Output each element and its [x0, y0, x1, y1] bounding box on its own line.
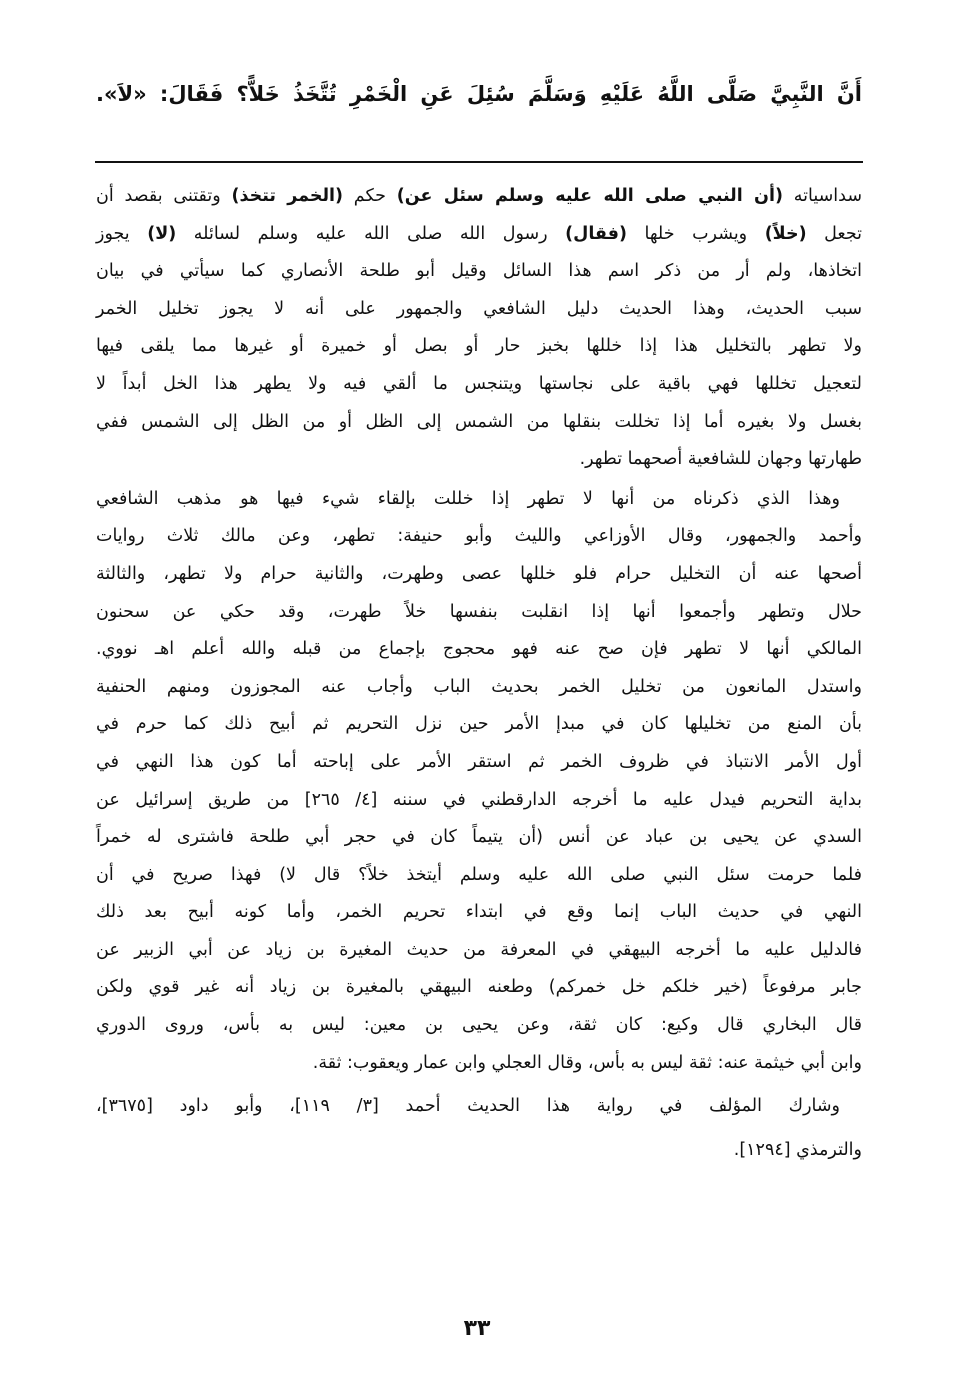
text-line: [96, 1007, 862, 1045]
text-line: [96, 744, 862, 782]
text-line: [96, 819, 862, 857]
text-segment: فلما حرمت سئل النبي صلى الله عليه وسلم أيتخذ خلاً؟ قال لا) فهذا صريح في أن: [96, 864, 862, 885]
text-segment: يجوز: [96, 223, 148, 244]
text-line: [96, 857, 862, 895]
text-line: [96, 969, 862, 1007]
bold-quote: (خلاً): [764, 223, 807, 244]
bold-quote: (لا): [147, 223, 177, 244]
text-line: [96, 178, 862, 216]
text-segment: تجعل: [806, 223, 862, 244]
text-line: [96, 253, 862, 291]
text-line: [96, 594, 862, 632]
text-line: [96, 556, 862, 594]
text-line: [96, 932, 862, 970]
text-line: [96, 291, 862, 329]
text-segment: المالكي أنها لا تطهر فإن صح عنه فهو محجوج بإجماع من قبله والله أعلم اهـ نووي.: [96, 639, 862, 660]
text-line: [96, 1088, 862, 1126]
bold-quote: (الخمر تتخذ): [231, 186, 344, 206]
separator-rule: [95, 161, 863, 163]
text-segment: بغسل ولا بغيره أما إذا تخللت بنقلها من الشمس إلى الظل أو من الظل إلى الشمس ففي: [96, 411, 862, 432]
text-line: [96, 481, 862, 519]
text-segment: فالدليل عليه ما أخرجه البيهقي في المعرفة من حديث المغيرة بن زياد عن أبي الزبير عن: [96, 939, 862, 960]
text-line: [96, 441, 862, 479]
hadith-text: أَنَّ النَّبِيَّ صَلَّى اللَّهُ عَلَيْهِ وَسَلَّمَ سُئِلَ عَنِ الْخَمْرِ تُتَّخَذُ خَلاًّ؟ فَقَالَ: «لاَ».: [96, 82, 862, 106]
text-line: [96, 328, 862, 366]
text-segment: والترمذي [١٢٩٤].: [733, 1139, 862, 1160]
text-segment: النهي في حديث الباب إنما وقع في ابتداء تحريم الخمر، وأما كونه أبيح بعد ذلك: [96, 902, 862, 923]
text-segment: السدي عن يحيى بن عباد عن أنس (أن يتيماً كان في حجر أبي طلحة فاشترى له خمراً: [96, 827, 862, 848]
text-segment: رسول الله صلى الله عليه وسلم لسائله: [176, 223, 566, 244]
text-segment: أول الأمر الانتباذ في ظروف الخمر ثم استقر الأمر على إباحته أما كون هذا النهي في: [96, 751, 862, 772]
text-line: [96, 631, 862, 669]
text-segment: وشارك المؤلف في رواية هذا الحديث أحمد [٣/ ١١٩]، وأبو داود [٣٦٧٥]،: [96, 1096, 840, 1117]
text-segment: وابن أبي خيثمة عنه: ثقة ليس به بأس، وقال العجلي وابن عمار ويعقوب: ثقة.: [312, 1052, 862, 1073]
text-line: [96, 1132, 862, 1170]
text-line: [96, 782, 862, 820]
text-segment: ويشرب خلها: [626, 223, 765, 244]
text-segment: سداسياته: [782, 186, 862, 206]
text-line: [96, 1045, 862, 1083]
bold-quote: (أن النبي صلى الله عليه وسلم سئل عن): [396, 186, 783, 206]
text-segment: بأن المنع من تخليلها كان في مبدإ الأمر حين نزل التحريم ثم أبيح ذلك كما حرم في: [96, 714, 862, 735]
text-segment: وأحمد والجمهور، وقال الأوزاعي والليث وأبو حنيفة: تطهر، وعن مالك ثلاث روايات: [96, 526, 862, 547]
text-line: [96, 518, 862, 556]
text-line: [96, 894, 862, 932]
text-line: [96, 706, 862, 744]
page-number: ٣٣: [463, 1316, 491, 1341]
text-line: [96, 366, 862, 404]
text-segment: سبب الحديث، وهذا الحديث دليل الشافعي والجمهور على أنه لا يجوز تخليل الخمر: [96, 298, 862, 319]
commentary-body: [96, 178, 862, 1169]
text-segment: حلال وتطهر وأجمعوا أنها إذا انقلبت بنفسها خلاً طهرت، وقد حكي عن سحنون: [96, 601, 862, 622]
text-segment: لتعجيل تخللها فهي باقية على نجاستها ويتنجس ما ألقي فيه ولا يطهر هذا الخل أبداً لا: [96, 373, 862, 394]
text-segment: قال البخاري قال وكيع: كان ثقة، وعن يحيى بن معين: ليس به بأس، وروى الدوري: [96, 1015, 862, 1036]
text-segment: وتقتنى بقصد أن: [96, 186, 232, 206]
text-segment: طهارتها وجهان للشافعية أصحهما تطهر.: [579, 449, 862, 470]
text-line: [96, 669, 862, 707]
bold-quote: (فقال): [565, 223, 627, 244]
text-segment: جابر مرفوعاً (خير خلكم خل خمركم) وطعنه البيهقي بالمغيرة بن زياد أنه غير قوي ولكن: [96, 977, 862, 998]
text-segment: أصحها عنه أن التخليل حرام فلو خللها عصى وطهرت، والثانية حرام ولا تطهر، والثالثة: [96, 563, 862, 584]
text-segment: واستدل المانعون من تخليل الخمر بحديث الباب وأجاب عنه المجوزون ومنهم الحنفية: [96, 676, 862, 697]
text-line: [96, 216, 862, 254]
text-segment: بداية التحريم فيدل عليه ما أخرجه الدارقطني في سننه [٤/ ٢٦٥] من طريق إسرائيل عن: [96, 789, 862, 810]
text-segment: حكم: [343, 186, 397, 206]
text-segment: اتخاذها، ولم أر من ذكر اسم هذا السائل وقيل أبو طلحة الأنصاري كما سيأتي في بيان: [96, 261, 862, 282]
text-segment: ولا تطهر بالتخليل هذا إذا خللها بخبز حار أو بصل أو خميرة أو غيرها مما يلقى فيها: [96, 336, 862, 357]
text-line: [96, 404, 862, 442]
text-segment: وهذا الذي ذكرناه من أنها لا تطهر إذا خللت بإلقاء شيء فيها هو مذهب الشافعي: [96, 488, 840, 509]
